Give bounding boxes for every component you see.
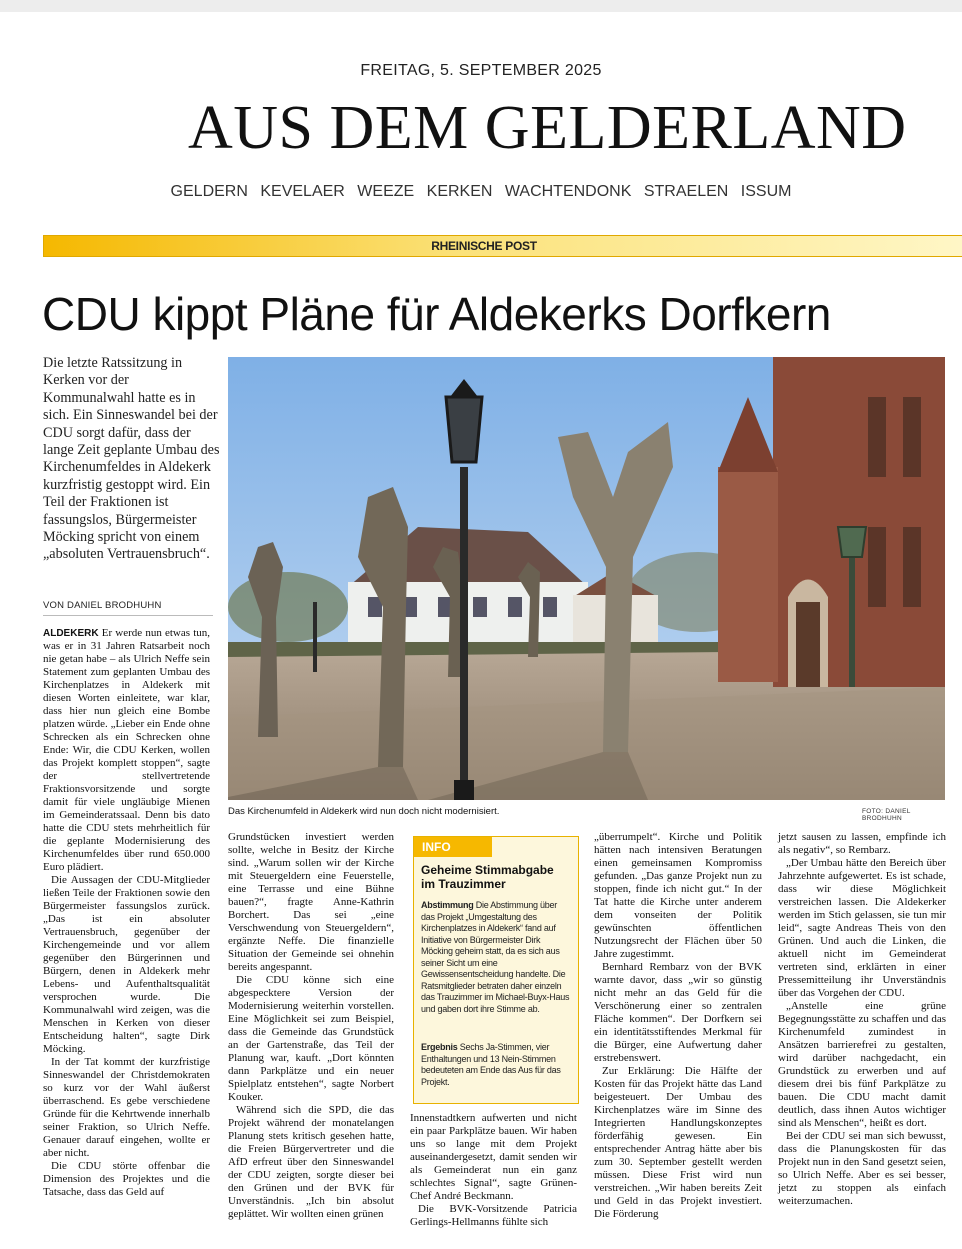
article-column-5	[778, 831, 946, 1208]
issue-date: FREITAG, 5. SEPTEMBER 2025	[360, 62, 602, 79]
place-name: STRAELEN	[643, 183, 729, 200]
paragraph: Die CDU könne sich eine abgespecktere Version der Modernisierung weiterhin vorstellen. Eine Möglichkeit sei zum Beispiel, dass die Gemeinde das Grundstück an der Gartenstraße, das Teil der Planung war, kauft. „Dort könnten dann Parkplätze und ein neuer Spielplatz entstehen“, sagte Norbert Kouker.	[228, 974, 394, 1103]
article-headline: CDU kippt Pläne für Aldekerks Dorfkern	[42, 288, 831, 340]
church-square-illustration	[228, 357, 945, 800]
dateline: ALDEKERK	[43, 628, 99, 639]
paragraph: Innenstadtkern aufwerten und nicht ein paar Parkplätze bauen. Wir haben uns so lange mit dem Projekt auseinandergesetzt, damit senden wir als Gemeinderat nun ein ganz schlechtes Signal“, sagte Grünen-Chef André Beckmann.	[410, 1112, 577, 1202]
photo-credit: FOTO: DANIEL BRODHUHN	[862, 808, 911, 822]
place-name: KEVELAER	[260, 183, 345, 200]
paragraph: jetzt sausen zu lassen, empfinde ich als negativ“, so Rembarz.	[778, 831, 946, 856]
info-paragraph-result: Ergebnis Sechs Ja-Stimmen, vier Enthaltungen und 13 Nein-Stimmen bedeuteten am Ende das Aus für das Projekt.	[421, 1042, 561, 1087]
paragraph: In der Tat kommt der kurzfristige Sinneswandel der Christdemokraten so kurz vor der Wahl äußerst überraschend. Es gebe verschiedene Gründe für die Kehrtwende innerhalb seiner Fraktion, so Ulrich Neffe. Genauer darauf eingehen, wollte er aber nicht.	[43, 1056, 210, 1159]
top-band	[0, 0, 962, 12]
article-column-3	[410, 1112, 577, 1229]
place-name: GELDERN	[170, 183, 248, 200]
paragraph: „überrumpelt“. Kirche und Politik hätten nach intensiven Beratungen einen gemeinsamen Kompromiss gefunden. „Das ganze Projekt nun zu stoppen, finde ich nicht gut.“ In der Tat hatte die Kirche unter anderem dem vonseiten der Politik gewünschten öffentlichen Nutzungsrecht der Flächen über 50 Jahre zugestimmt.	[594, 831, 762, 960]
brand-bar	[43, 235, 962, 257]
info-paragraph-vote: Abstimmung Die Abstimmung über das Projekt „Umgestaltung des Kirchenplatzes in Aldekerk“ fand auf Initiative von Bürgermeister Dirk Möcking geheim statt, da es sich aus seiner Sicht um eine Gewissensentscheidung handelte. Die Ratsmitglieder betraten daher einzeln das Trauzimmer im Michael-Buyx-Haus und gaben dort ihre Stimme ab.	[421, 900, 570, 1014]
paragraph: Die BVK-Vorsitzende Patricia Gerlings-Hellmanns fühlte sich	[410, 1203, 577, 1228]
paragraph: Grundstücken investiert werden sollte, welche in Besitz der Kirche sind. „Warum sollen wir der Kirche mit Steuergeldern eine Feuerstelle, eine Terrasse und eine Bühne bauen?“, fragte Anne-Kathrin Borchert. Das sei „eine Verschwendung von Steuergeldern“, ergänzte Neffe. Die finanzielle Situation der Gemeinde sei ohnehin bereits angespannt.	[228, 831, 394, 973]
info-label: INFO	[414, 837, 492, 857]
paragraph: Bei der CDU sei man sich bewusst, dass die Planungskosten für das Projekt nun in den Sand gesetzt seien, so Ulrich Neffe. Aber es sei besser, jetzt zu stoppen als einfach weiterzumachen.	[778, 1130, 946, 1207]
article-lead: Die letzte Ratssitzung in Kerken vor der Kommunalwahl hatte es in sich. Ein Sinneswandel bei der CDU sorgt dafür, dass der lange Zeit geplante Umbau des Kirchenumfeldes in Aldekerk kurzfristig gestoppt wird. Ein Teil der Fraktionen ist fassungslos, Bürgermeister Möcking spricht von einem „absoluten Vertrauensbruch“.	[43, 355, 220, 563]
paragraph: Zur Erklärung: Die Hälfte der Kosten für das Projekt hätte das Land beigesteuert. Der Umbau des Kirchenplatzes wäre im Sinne des Integrierten Handlungskonzeptes förderfähig gewesen. Ein entsprechender Antrag hätte aber bis zum 30. September gestellt werden müssen. Diese Frist wird nun verstreichen. „Wir haben bereits Zeit und Geld in das Projekt investiert. Die Förderung	[594, 1065, 762, 1220]
place-name: WEEZE	[357, 183, 415, 200]
place-name: ISSUM	[740, 183, 792, 200]
info-box	[413, 836, 579, 1104]
info-title: Geheime Stimmabgabe im Trauzimmer	[421, 863, 554, 891]
article-column-4	[594, 831, 762, 1221]
paragraph: ALDEKERK Er werde nun etwas tun, was er in 31 Jahren Ratsarbeit noch nie getan habe – als Ulrich Neffe sein Statement zum geplanten Umbau des Kirchenplatzes in Aldekerk mit diesen Worten einleitete, war klar, dass hier nun gleich eine Bombe platzen würde. „Lieber ein Ende ohne Schrecken als ein Schrecken ohne Ende: Wir, die CDU Kerken, wollen das Projekt komplett stoppen“, sagte der stellvertretende Fraktionsvorsitzende und sorgte damit für viele ungläubige Mienen im Gemeinderatssaal. Denn bis dato hatte die CDU stets mehrheitlich für die geplante Modernisierung des Kirchenumfeldes über rund 650.000 Euro plädiert.	[43, 627, 210, 873]
photo-caption: Das Kirchenumfeld in Aldekerk wird nun doch nicht modernisiert.	[228, 806, 500, 817]
article-column-1	[43, 627, 210, 1199]
paragraph: Die Aussagen der CDU-Mitglieder ließen Teile der Fraktionen sowie den Bürgermeister fassungslos zurück. „Das ist ein absoluter Vertrauensbruch, gegenüber der Kirchengemeinde und vor allem gegenüber den Bürgerinnen und Bürgern, denen in Aldekerk mehr Lebens- und Aufenthaltsqualität versprochen wurde. Die Kommunalwahl wird zeigen, was die Menschen in Kerken von dieser Entscheidung halten“, sagte Dirk Möcking.	[43, 874, 210, 1055]
places-list	[0, 183, 962, 201]
paragraph: „Anstelle eine grüne Begegnungsstätte zu schaffen und das Kirchenumfeld zumindest in Ansätzen barrierefrei zu gestalten, wird darüber nachgedacht, ein Grundstück zu erwerben und auf diesem drei bis fünf Parkplätze zu bauen. Die CDU macht damit deutlich, dass ihnen Autos wichtiger sind als Menschen“, heißt es dort.	[778, 1000, 946, 1129]
byline: VON DANIEL BRODHUHN	[43, 600, 213, 616]
place-name: WACHTENDONK	[504, 183, 632, 200]
place-name: KERKEN	[426, 183, 493, 200]
section-title: AUS DEM GELDERLAND	[188, 94, 907, 162]
paragraph: Während sich die SPD, die das Projekt während der monatelangen Planung stets kritisch gesehen hatte, die Freien Bürgervertreter und die AfD erfreut über den Sinneswandel der CDU zeigten, sorgte dieser bei den Grünen und der BVK für Unverständnis. „Ich bin absolut geplättet. Wir wollten einen grünen	[228, 1104, 394, 1220]
article-photo	[228, 357, 945, 800]
article-column-2	[228, 831, 394, 1221]
paragraph: Die CDU störte offenbar die Dimension des Projektes und die Tatsache, dass das Geld auf	[43, 1160, 210, 1198]
brand-label: RHEINISCHE POST	[431, 239, 537, 253]
paragraph: Bernhard Rembarz von der BVK warnte davor, dass „wir so günstig nicht mehr an das Geld für die Verschönerung einer so zentralen Fläche kommen“. Der Dorfkern sei ein identitätsstiftendes Merkmal für die Bürger, eine Aufwertung daher erstrebenswert.	[594, 961, 762, 1064]
paragraph: „Der Umbau hätte den Bereich über Jahrzehnte aufgewertet. Es ist schade, dass wir diese Möglichkeit verstreichen lassen. Die Aldekerker werden im Stich gelassen, sie tun mir leid“, sagte Andreas Theis von den Grünen. Und auch die Linken, die aktuell nicht im Gemeinderat vertreten sind, erklärten in einer Pressemitteilung ihr Unverständnis über das Vorgehen der CDU.	[778, 857, 946, 999]
